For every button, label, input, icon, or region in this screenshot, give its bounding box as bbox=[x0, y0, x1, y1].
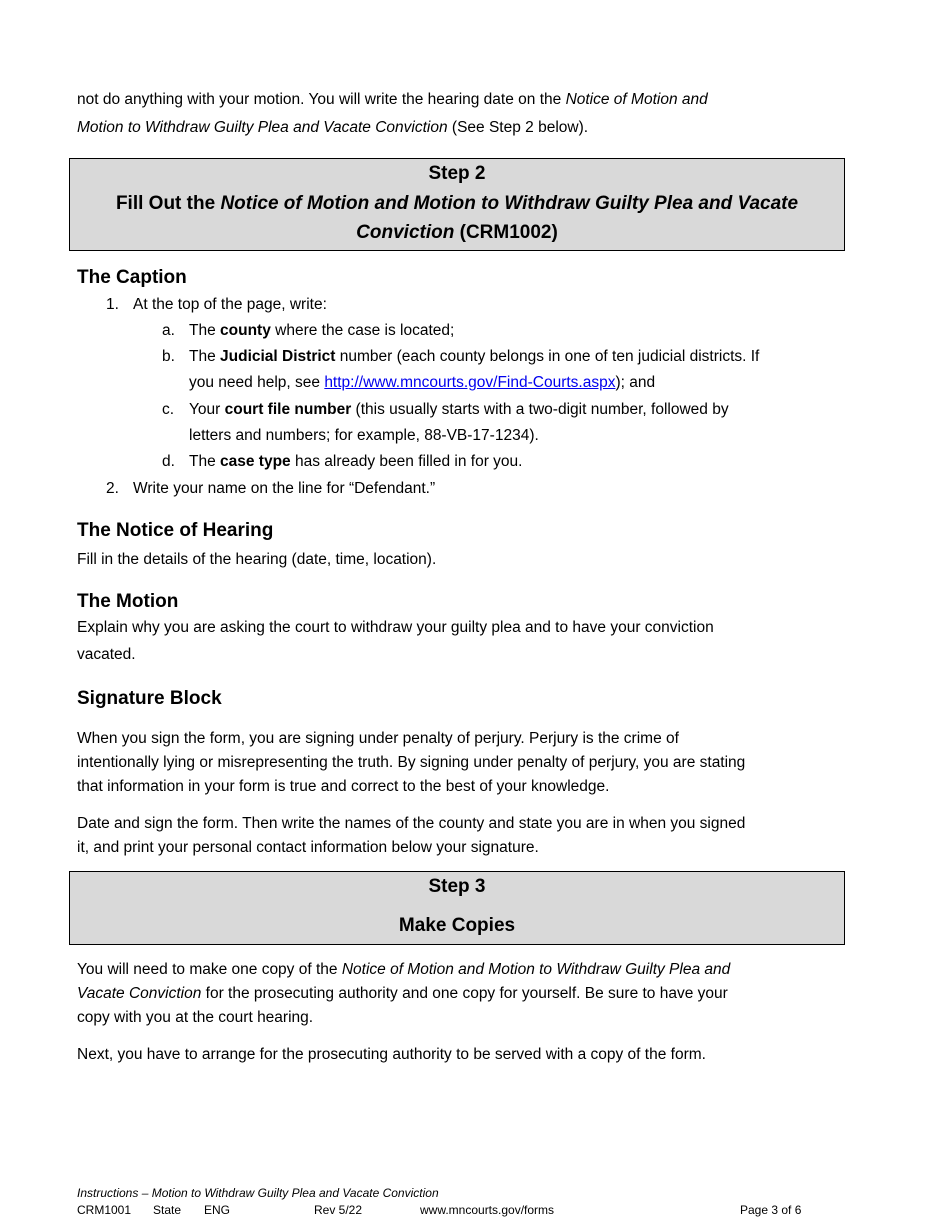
step2-heading-line-1 bbox=[70, 193, 844, 215]
find-courts-link[interactable]: http://www.mncourts.gov/Find-Courts.aspx bbox=[324, 374, 616, 391]
step3-p1-form-title: Notice of Motion and Motion to Withdraw Guilty Plea and bbox=[341, 961, 731, 978]
motion-text-line-2: vacated. bbox=[77, 646, 136, 663]
sub-d-pre: The bbox=[189, 453, 221, 470]
step3-p1-line-3: copy with you at the court hearing. bbox=[77, 1009, 314, 1026]
caption-item1-number: 1. bbox=[106, 296, 119, 313]
caption-sub-b bbox=[189, 347, 759, 367]
sub-a-pre: The bbox=[189, 322, 221, 339]
step3-subtitle: Make Copies bbox=[398, 915, 516, 936]
footer-jurisdiction: State bbox=[153, 1203, 182, 1217]
step3-title: Step 3 bbox=[428, 876, 486, 897]
sub-b-cont-post: ); and bbox=[615, 374, 656, 391]
caption-item2-number: 2. bbox=[106, 480, 119, 497]
step3-p1-line-1 bbox=[77, 960, 730, 980]
sub-b-cont-pre: you need help, see bbox=[189, 374, 325, 391]
caption-heading: The Caption bbox=[77, 267, 187, 288]
sub-b-bold: Judicial District bbox=[220, 348, 336, 365]
caption-sub-d bbox=[189, 452, 522, 472]
footer-revision: Rev 5/22 bbox=[314, 1203, 363, 1217]
caption-item1-text: At the top of the page, write: bbox=[133, 296, 327, 313]
caption-sub-c-cont: letters and numbers; for example, 88-VB-17-1234). bbox=[189, 427, 539, 444]
step3-p1-form-title-cont: Vacate Conviction bbox=[77, 985, 202, 1002]
caption-item2-text: Write your name on the line for “Defendant.” bbox=[133, 480, 436, 497]
caption-sub-d-letter: d. bbox=[162, 453, 175, 470]
sub-c-bold: court file number bbox=[224, 401, 352, 418]
sub-b-post: number (each county belongs in one of ten judicial districts. If bbox=[335, 348, 760, 365]
intro-line-2 bbox=[77, 118, 588, 138]
step2-title: Step 2 bbox=[428, 163, 486, 184]
intro-text: not do anything with your motion. You will write the hearing date on the bbox=[77, 91, 566, 108]
caption-sub-a bbox=[189, 321, 454, 341]
step2-form-title: Notice of Motion and Motion to Withdraw Guilty Plea and Vacate bbox=[220, 193, 799, 214]
caption-sub-c-letter: c. bbox=[162, 401, 175, 418]
intro-text-end: (See Step 2 below). bbox=[447, 119, 589, 136]
step3-p1-text: You will need to make one copy of the bbox=[77, 961, 342, 978]
signature-p2-line-2: it, and print your personal contact information below your signature. bbox=[77, 839, 539, 856]
caption-sub-c bbox=[189, 400, 729, 420]
step2-heading-line-2 bbox=[70, 222, 844, 244]
signature-p2-line-1: Date and sign the form. Then write the names of the county and state you are in when you signed bbox=[77, 815, 746, 832]
sub-a-post: where the case is located; bbox=[270, 322, 455, 339]
step3-p1-text-cont: for the prosecuting authority and one copy for yourself. Be sure to have your bbox=[201, 985, 728, 1002]
footer-form-code: CRM1001 bbox=[77, 1203, 132, 1217]
caption-sub-b-letter: b. bbox=[162, 348, 175, 365]
sub-d-bold: case type bbox=[220, 453, 291, 470]
intro-form-title-cont: Motion to Withdraw Guilty Plea and Vacate Conviction bbox=[77, 119, 448, 136]
step2-box bbox=[69, 158, 845, 251]
signature-p1-line-1: When you sign the form, you are signing under penalty of perjury. Perjury is the crime of bbox=[77, 730, 679, 747]
caption-sub-a-letter: a. bbox=[162, 322, 175, 339]
step3-box bbox=[69, 871, 845, 945]
signature-p1-line-3: that information in your form is true and correct to the best of your knowledge. bbox=[77, 778, 610, 795]
sub-d-post: has already been filled in for you. bbox=[290, 453, 523, 470]
caption-sub-b-cont bbox=[189, 373, 655, 393]
notice-text: Fill in the details of the hearing (date, time, location). bbox=[77, 551, 437, 568]
sub-a-bold: county bbox=[220, 322, 271, 339]
sub-b-pre: The bbox=[189, 348, 221, 365]
footer-language: ENG bbox=[204, 1203, 231, 1217]
step2-form-code: (CRM1002) bbox=[454, 222, 558, 243]
step3-p2: Next, you have to arrange for the prosecuting authority to be served with a copy of the form. bbox=[77, 1046, 706, 1063]
motion-text-line-1: Explain why you are asking the court to withdraw your guilty plea and to have your conviction bbox=[77, 619, 714, 636]
intro-line-1 bbox=[77, 90, 708, 110]
sub-c-post: (this usually starts with a two-digit number, followed by bbox=[351, 401, 729, 418]
notice-heading: The Notice of Hearing bbox=[77, 520, 274, 541]
step2-fill-prefix: Fill Out the bbox=[115, 193, 221, 214]
step3-p1-line-2 bbox=[77, 984, 728, 1004]
sub-c-pre: Your bbox=[189, 401, 225, 418]
footer-website: www.mncourts.gov/forms bbox=[420, 1203, 555, 1217]
intro-form-title: Notice of Motion and bbox=[565, 91, 708, 108]
footer-page-number: Page 3 of 6 bbox=[740, 1203, 802, 1217]
motion-heading: The Motion bbox=[77, 591, 179, 612]
footer-title: Instructions – Motion to Withdraw Guilty Plea and Vacate Conviction bbox=[77, 1186, 439, 1200]
signature-heading: Signature Block bbox=[77, 688, 222, 709]
step2-form-title-cont: Conviction bbox=[356, 222, 455, 243]
signature-p1-line-2: intentionally lying or misrepresenting the truth. By signing under penalty of perjury, you are stating bbox=[77, 754, 746, 771]
